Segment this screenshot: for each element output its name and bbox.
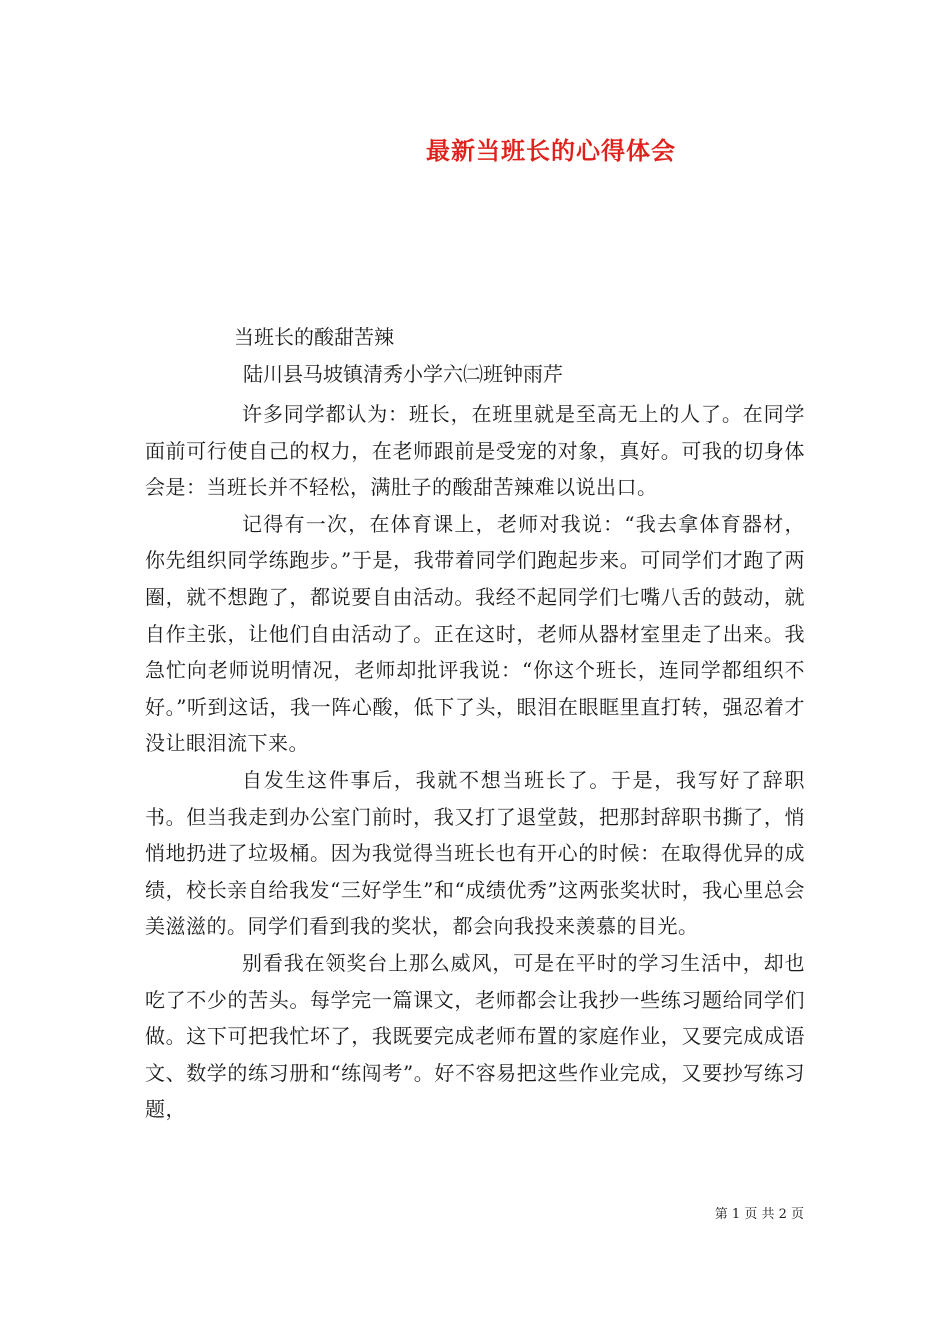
document-title: 最新当班长的心得体会 — [426, 136, 676, 165]
paragraph: 记得有一次，在体育课上，老师对我说：“我去拿体育器材，你先组织同学练跑步。”于是，我带着同学们跑起步来。可同学们才跑了两圈，就不想跑了，都说要自由活动。我经不起同学们七嘴八舌的鼓动，就自作主张，让他们自由活动了。正在这时，老师从器材室里走了出来。我急忙向老师说明情况，老师却批评我说：“你这个班长，连同学都组织不好。”听到这话，我一阵心酸，低下了头，眼泪在眼眶里直打转，强忍着才没让眼泪流下来。 — [145, 511, 805, 756]
page-number: 第 1 页 共 2 页 — [714, 1207, 804, 1222]
article-body — [145, 396, 805, 1128]
author-line: 陆川县马坡镇清秀小学六㈡班钟雨芹 — [243, 362, 563, 386]
paragraph: 许多同学都认为：班长，在班里就是至高无上的人了。在同学面前可行使自己的权力，在老师跟前是受宠的对象，真好。可我的切身体会是：当班长并不轻松，满肚子的酸甜苦辣难以说出口。 — [145, 402, 805, 500]
paragraph: 别看我在领奖台上那么威风，可是在平时的学习生活中，却也吃了不少的苦头。每学完一篇课文，老师都会让我抄一些练习题给同学们做。这下可把我忙坏了，我既要完成老师布置的家庭作业，又要完成成语文、数学的练习册和“练闯考”。好不容易把这些作业完成，又要抄写练习题， — [145, 950, 805, 1122]
paragraph: 自发生这件事后，我就不想当班长了。于是，我写好了辞职书。但当我走到办公室门前时，我又打了退堂鼓，把那封辞职书撕了，悄悄地扔进了垃圾桶。因为我觉得当班长也有开心的时候：在取得优异的成绩，校长亲自给我发“三好学生”和“成绩优秀”这两张奖状时，我心里总会美滋滋的。同学们看到我的奖状，都会向我投来羡慕的目光。 — [145, 767, 805, 939]
article-heading: 当班长的酸甜苦辣 — [234, 325, 394, 349]
